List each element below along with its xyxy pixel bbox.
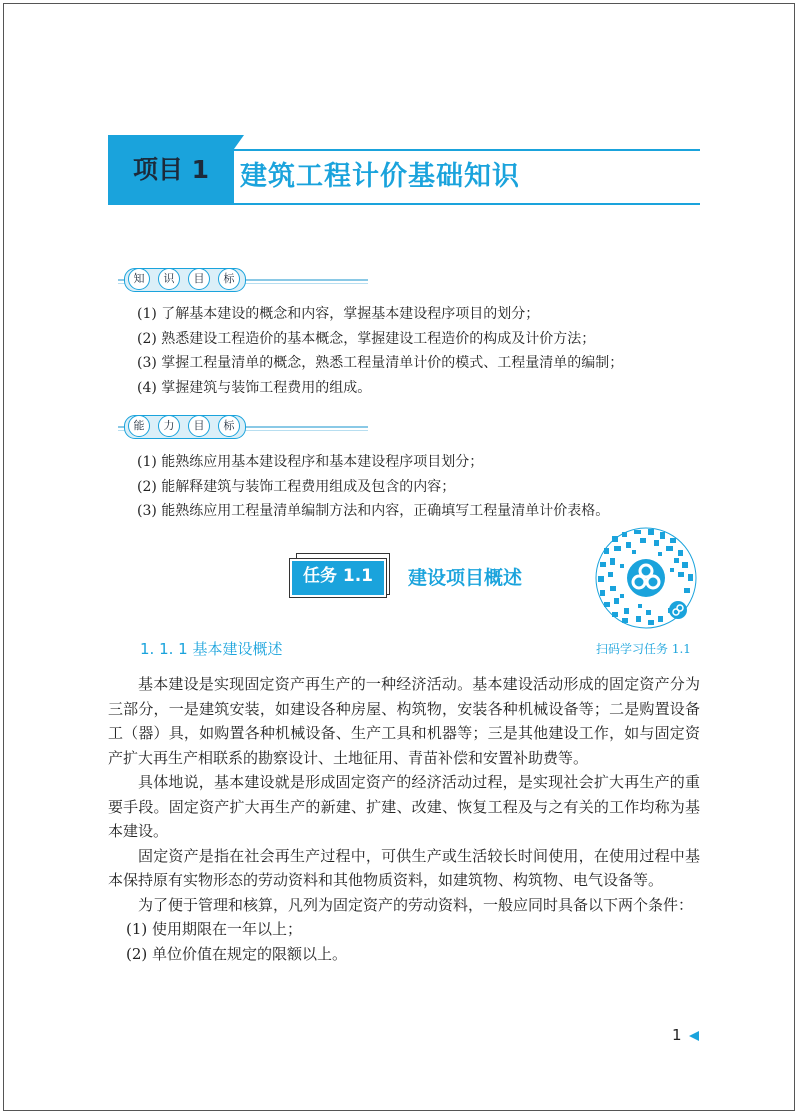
list-item: (4) 掌握建筑与装饰工程费用的组成。 [137, 379, 372, 396]
banner-rule-bottom [234, 203, 700, 205]
task-label: 任务 1.1 [302, 566, 374, 586]
chapter-number: 项目 1 [132, 155, 210, 184]
tag-char: 力 [158, 415, 180, 437]
knowledge-goals-list [137, 302, 623, 400]
qr-caption: 扫码学习任务 1.1 [596, 642, 691, 656]
chapter-banner [108, 135, 700, 205]
condition-item: (2) 单位价值在规定的限额以上。 [126, 944, 348, 963]
chapter-title: 建筑工程计价基础知识 [240, 161, 520, 192]
tag-characters [124, 268, 244, 290]
tag-char: 标 [218, 268, 240, 290]
task-badge [290, 553, 390, 595]
tag-char: 知 [128, 268, 150, 290]
paragraph: 为了便于管理和核算，凡列为固定资产的劳动资料，一般应同时具备以下两个条件： [138, 895, 694, 914]
list-item: (1) 能熟练应用基本建设程序和基本建设程序项目划分； [137, 454, 484, 470]
tag-char: 标 [218, 415, 240, 437]
mini-program-code-icon[interactable] [592, 524, 700, 632]
list-item: (3) 能熟练应用工程量清单编制方法和内容，正确填写工程量清单计价表格。 [137, 503, 610, 519]
page-number: 1 [672, 1026, 682, 1044]
paragraph: 具体地说，基本建设就是形成固定资产的经济活动过程，是实现社会扩大再生产的重要手段。固定资产扩大再生产的新建、扩建、改建、恢复工程及与之有关的工作均称为基本建设。 [108, 773, 700, 840]
tag-char: 识 [158, 268, 180, 290]
condition-item: (1) 使用期限在一年以上； [126, 920, 303, 938]
tag-char: 能 [128, 415, 150, 437]
task-title: 建设项目概述 [408, 567, 523, 589]
page-arrow-icon [689, 1031, 699, 1041]
list-item: (2) 熟悉建设工程造价的基本概念，掌握建设工程造价的构成及计价方法； [137, 330, 596, 347]
tag-char: 目 [188, 415, 210, 437]
list-item: (2) 能解释建筑与装饰工程费用组成及包含的内容； [137, 478, 456, 495]
paragraph: 固定资产是指在社会再生产过程中，可供生产或生活较长时间使用，在使用过程中基本保持原有实物形态的劳动资料和其他物质资料，如建筑物、构筑物、电气设备等。 [108, 846, 700, 889]
ability-goals-list [137, 450, 609, 524]
paragraph: 基本建设是实现固定资产再生产的一种经济活动。基本建设活动形成的固定资产分为三部分，一是建筑安装，如建设各种房屋、构筑物，安装各种机械设备等；二是购置设备工（器）具，如购置各种机械设备、生产工具和机器等；三是其他建设工作，如与固定资产扩大再生产相联系的勘察设计、土地征用、青苗补偿和安置补助费等。 [108, 675, 700, 767]
ability-goals-tag [118, 413, 368, 441]
section-body [108, 672, 700, 966]
list-item: (3) 掌握工程量清单的概念，熟悉工程量清单计价的模式、工程量清单的编制； [137, 355, 624, 371]
knowledge-goals-tag [118, 266, 368, 294]
tag-char: 目 [188, 268, 210, 290]
tag-characters [124, 415, 244, 437]
list-item: (1) 了解基本建设的概念和内容，掌握基本建设程序项目的划分； [137, 306, 540, 322]
section-heading: 1. 1. 1 基本建设概述 [140, 640, 283, 658]
